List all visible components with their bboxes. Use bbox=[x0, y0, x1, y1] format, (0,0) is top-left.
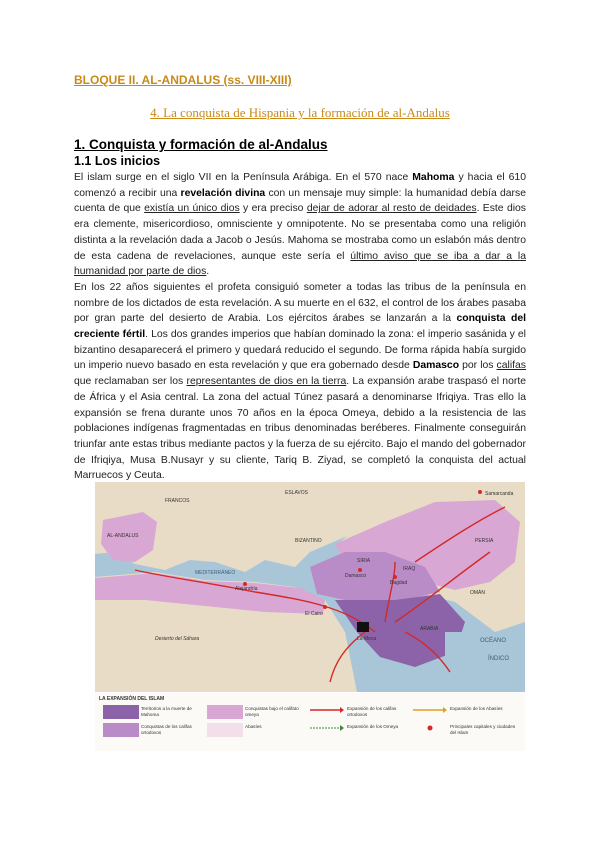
legend-swatch-ortodoxos bbox=[103, 723, 139, 737]
label-mediterraneo: MEDITERRÁNEO bbox=[195, 570, 236, 576]
legend-arrow-omeya bbox=[310, 725, 344, 731]
islam-expansion-map bbox=[95, 482, 525, 692]
map-legend bbox=[95, 693, 525, 751]
label-el-cairo: El Cairo bbox=[305, 611, 323, 617]
label-damasco: Damasco bbox=[345, 573, 367, 579]
map-svg bbox=[95, 482, 525, 692]
label-oceano: OCÉANO bbox=[480, 638, 507, 644]
legend-item-mahoma: Territorios a la muerte de Mahoma bbox=[141, 706, 192, 717]
label-al-andalus: AL-ANDALUS bbox=[107, 533, 139, 539]
label-siria: SIRIA bbox=[357, 558, 371, 564]
label-samarcanda: Samarcanda bbox=[485, 491, 514, 497]
city-dot-damasco bbox=[358, 568, 362, 572]
city-dot-el-cairo bbox=[323, 605, 327, 609]
label-bizantino: BIZANTINO bbox=[295, 538, 322, 544]
label-arabia: ARABIA bbox=[420, 626, 439, 632]
label-indico: ÍNDICO bbox=[488, 656, 509, 662]
section-heading: 1. Conquista y formación de al-Andalus bbox=[74, 137, 328, 152]
label-sahara: Desierto del Sáhara bbox=[155, 636, 200, 642]
legend-arrow-ortodoxos bbox=[310, 707, 344, 713]
subsection-heading: 1.1 Los inicios bbox=[74, 154, 161, 168]
label-persia: PERSIA bbox=[475, 538, 494, 544]
legend-swatch-omeyas bbox=[207, 705, 243, 719]
legend-swatch-abasies bbox=[207, 723, 243, 737]
label-eslavos: ESLAVOS bbox=[285, 490, 308, 496]
chapter-title: 4. La conquista de Hispania y la formación de al-Andalus bbox=[150, 105, 450, 120]
legend-item-abasies: Abasíes bbox=[245, 724, 262, 729]
legend-item-exp-omeya: Expansión de los Omeya bbox=[347, 724, 399, 729]
city-dot-bagdad bbox=[393, 575, 397, 579]
legend-arrow-abasies bbox=[413, 707, 447, 713]
paragraph-1: El islam surge en el siglo VII en la Península Arábiga. En el 570 nace Mahoma y hacia el 610 comenzó a recibir una revelación divina con un mensaje muy simple: la humanidad debía darse cuenta de que existía un único dios y era preciso dejar de adorar al resto de deidades. Este dios era clemente, misericordioso, omnisciente y omnipotente. No se presentaba como una religión distinta a la revelación dada a Jacob o Jesús. Mahoma se mostraba como un eslabón más dentro de esta cadena de revelaciones, aunque este sería el último aviso que se iba a dar a la humanidad por parte de dios. bbox=[74, 172, 527, 278]
label-meca: La Meca bbox=[357, 636, 377, 642]
label-oman: OMÁN bbox=[470, 590, 485, 596]
bloque-title: BLOQUE II. AL-ANDALUS (ss. VIII-XIII) bbox=[74, 73, 292, 87]
legend-swatch-mahoma bbox=[103, 705, 139, 719]
legend-item-cities: Principales capitales y ciudades del Islam bbox=[450, 724, 516, 735]
label-iraq: IRAQ bbox=[403, 566, 416, 572]
label-alejandria: Alejandría bbox=[235, 586, 258, 592]
body-text bbox=[74, 170, 526, 484]
legend-city-dot bbox=[425, 723, 435, 733]
legend-item-exp-ortodoxos: Expansión de los califas ortodoxos bbox=[347, 706, 397, 717]
legend-item-exp-abasies: Expansión de los Abasíes bbox=[450, 706, 503, 711]
kaaba-icon bbox=[357, 622, 369, 632]
label-francos: FRANCOS bbox=[165, 498, 190, 504]
legend-title: LA EXPANSIÓN DEL ISLAM bbox=[99, 696, 165, 702]
city-dot-samarcanda bbox=[478, 490, 482, 494]
legend-item-omeyas: Conquistas bajo el califato omeya bbox=[245, 706, 299, 717]
paragraph-2: En los 22 años siguientes el profeta consiguió someter a todas las tribus de la península en nombre de los dictados de esta revelación. A su muerte en el 632, el control de los árabes pasaba por gran parte del desierto de Arabia. Los ejércitos árabes se lanzarán a la conquista del creciente fértil. Los dos grandes imperios que habían dominado la zona: el imperio sasánida y el bizantino desaparecerá el primero y quedará reducido el segundo. De forma rápida había surgido un imperio nuevo basado en esta revelación y que era gobernado desde Damasco por los califas que reclamaban ser los representantes de dios en la tierra. La expansión arabe traspasó el norte de África y el Asia central. La zona del actual Túnez pasará a denominarse Ifriqiya. Tras ello la expansión se frena durante unos 70 años en la época Omeya, debido a la resistencia de las poblaciones indígenas fragmentadas en tribus denominadas beréberes. Finalmente conseguirán triunfar ante estas tribus mediante pactos y la fuerza de su ejército. Bajo el mando del gobernador de Ifriqiya, Musa B.Nusayr y su cliente, Tariq B. Ziyad, se completó la conquista del actual Marruecos y Ceuta. bbox=[74, 281, 526, 482]
label-bagdad: Bagdad bbox=[390, 580, 408, 586]
legend-item-ortodoxos: Conquistas de los califas ortodoxos bbox=[141, 724, 192, 735]
